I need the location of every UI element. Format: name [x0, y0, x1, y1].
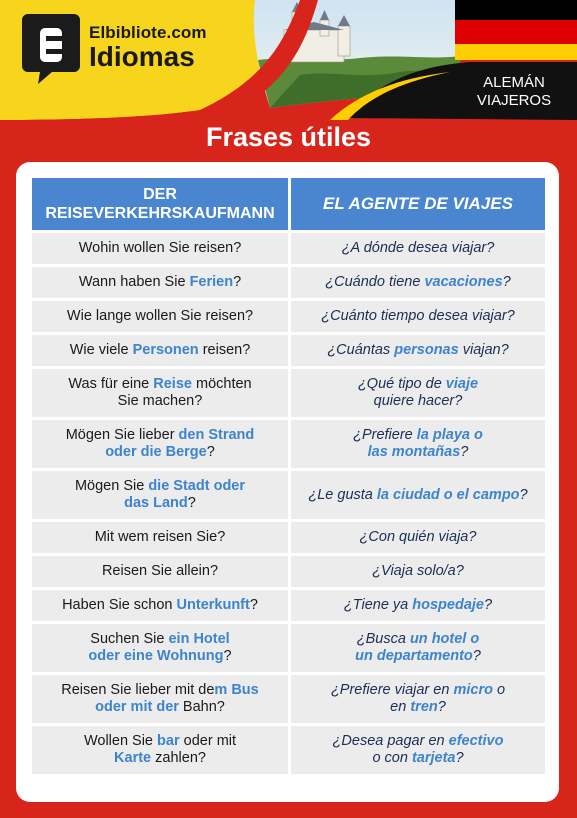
spanish-phrase: ¿Prefiere la playa o las montañas? — [288, 417, 545, 468]
table-row — [32, 587, 545, 621]
german-phrase: Mögen Sie lieber den Strand oder die Berge? — [32, 417, 288, 468]
table-row — [32, 621, 545, 672]
german-phrase: Wie lange wollen Sie reisen? — [32, 298, 288, 332]
highlighted-term: la ciudad o el campo — [376, 486, 520, 503]
table-row — [32, 230, 545, 264]
german-phrase: Mögen Sie die Stadt oder das Land? — [32, 468, 288, 519]
german-phrase: Reisen Sie allein? — [32, 553, 288, 587]
german-phrase: Was für eine Reise möchten Sie machen? — [32, 366, 288, 417]
highlighted-term: bar — [157, 733, 180, 749]
spanish-phrase: ¿Cuándo tiene vacaciones? — [288, 264, 545, 298]
table-row — [32, 519, 545, 553]
spanish-phrase: ¿Viaja solo/a? — [288, 553, 545, 587]
highlighted-term: m Bus — [214, 682, 259, 698]
highlighted-term: Personen — [132, 342, 199, 358]
highlighted-term: Ferien — [189, 274, 234, 290]
highlighted-term: oder mit der — [95, 699, 179, 715]
highlighted-term: oder eine Wohnung — [88, 648, 224, 664]
highlighted-term: die Stadt oder — [148, 478, 246, 494]
highlighted-term: personas — [394, 342, 459, 358]
spanish-phrase: ¿Tiene ya hospedaje? — [288, 587, 545, 621]
german-phrase: Wohin wollen Sie reisen? — [32, 230, 288, 264]
table-row — [32, 264, 545, 298]
highlighted-term: tren — [410, 699, 438, 715]
table-row — [32, 553, 545, 587]
german-phrase: Haben Sie schon Unterkunft? — [32, 587, 288, 621]
highlighted-term: efectivo — [448, 733, 504, 749]
topic-label: VIAJEROS — [476, 92, 552, 109]
table-row — [32, 417, 545, 468]
table-row — [32, 723, 545, 774]
highlighted-term: ein Hotel — [168, 631, 230, 647]
highlighted-term: Karte — [114, 750, 152, 766]
highlighted-term: oder die Berge — [105, 444, 207, 460]
spanish-phrase: ¿Qué tipo de viaje quiere hacer? — [288, 366, 545, 417]
highlighted-term: den Strand — [178, 427, 255, 443]
highlighted-term: vacaciones — [424, 274, 503, 290]
header-german: DER REISEVERKEHRSKAUFMANN — [32, 178, 288, 230]
highlighted-term: Unterkunft — [176, 597, 250, 613]
spanish-phrase: ¿Prefiere viajar en micro o en tren? — [288, 672, 545, 723]
spanish-phrase: ¿Le gusta la ciudad o el campo? — [288, 468, 545, 519]
brand-name: Idiomas — [89, 41, 195, 72]
spanish-phrase: ¿Desea pagar en efectivo o con tarjeta? — [288, 723, 545, 774]
highlighted-term: tarjeta — [411, 750, 456, 766]
language-badge — [458, 74, 570, 110]
page-title: Frases útiles — [205, 122, 372, 152]
table-row — [32, 366, 545, 417]
phrase-table — [32, 178, 545, 774]
spanish-phrase: ¿Cuántas personas viajan? — [288, 332, 545, 366]
highlighted-term: das Land — [124, 495, 188, 511]
spanish-phrase: ¿Con quién viaja? — [288, 519, 545, 553]
logo-icon — [22, 12, 80, 84]
highlighted-term: micro — [453, 682, 493, 698]
highlighted-term: viaje — [445, 376, 479, 392]
brand — [89, 24, 207, 71]
highlighted-term: la playa o — [416, 427, 483, 443]
highlighted-term: Reise — [153, 376, 192, 392]
table-row — [32, 298, 545, 332]
language-label: ALEMÁN — [483, 74, 545, 91]
german-phrase: Suchen Sie ein Hotel oder eine Wohnung? — [32, 621, 288, 672]
table-row — [32, 672, 545, 723]
table-header-row — [32, 178, 545, 230]
german-phrase: Reisen Sie lieber mit dem Bus oder mit der Bahn? — [32, 672, 288, 723]
brand-site: Elbibliote.com — [89, 23, 207, 42]
highlighted-term: las montañas — [367, 444, 461, 460]
highlighted-term: un departamento — [355, 648, 473, 664]
german-phrase: Wollen Sie bar oder mit Karte zahlen? — [32, 723, 288, 774]
header-spanish: EL AGENTE DE VIAJES — [288, 178, 545, 230]
table-row — [32, 468, 545, 519]
table-row — [32, 332, 545, 366]
highlighted-term: hospedaje — [412, 597, 484, 613]
spanish-phrase: ¿Cuánto tiempo desea viajar? — [288, 298, 545, 332]
table-body — [32, 230, 545, 774]
spanish-phrase: ¿Busca un hotel o un departamento? — [288, 621, 545, 672]
header — [0, 0, 577, 120]
german-phrase: Mit wem reisen Sie? — [32, 519, 288, 553]
german-phrase: Wie viele Personen reisen? — [32, 332, 288, 366]
highlighted-term: un hotel o — [409, 631, 480, 647]
german-phrase: Wann haben Sie Ferien? — [32, 264, 288, 298]
spanish-phrase: ¿A dónde desea viajar? — [288, 230, 545, 264]
